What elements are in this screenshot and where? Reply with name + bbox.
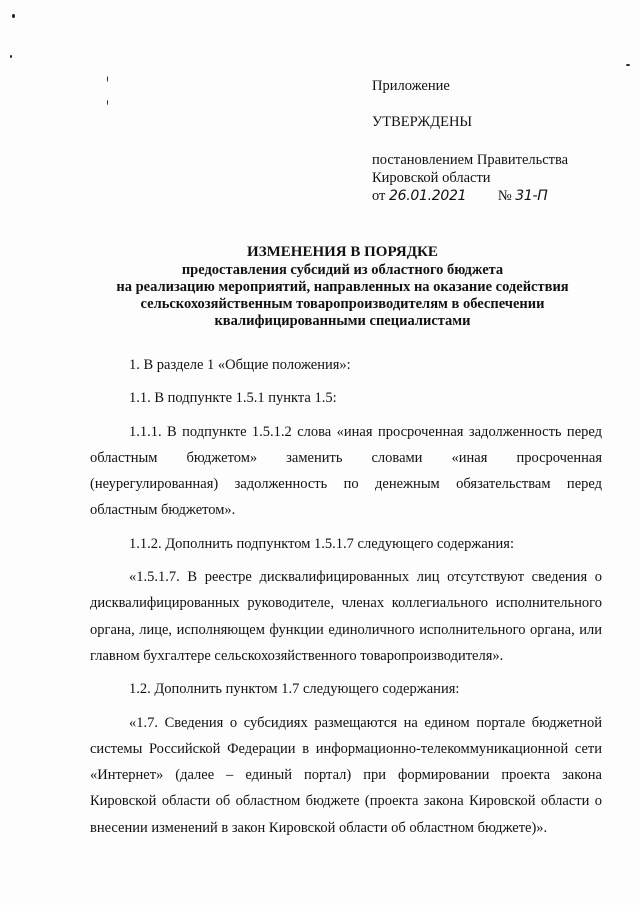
paragraph: «1.7. Сведения о субсидиях размещаются на едином портале бюджетной системы Российской Федерации в информационно-телекоммуникационной сети «Интернет» (далее – единый портал) при формировании проекта закона Кировской области об областном бюджете (проекта закона Кировской области о внесении изменений в закон Кировской области об областном бюджете)».: [90, 714, 602, 836]
decree-line-1: постановлением Правительства: [372, 152, 569, 168]
title-line: предоставления субсидий из областного бюджета: [181, 262, 504, 278]
title-line: сельскохозяйственным товаропроизводителям в обеспечении: [140, 296, 545, 312]
handwritten-date: 26.01.2021: [389, 188, 467, 204]
date-prefix: от: [372, 188, 386, 204]
scan-artifact: [107, 76, 108, 82]
document-title: [70, 244, 615, 330]
title-main: ИЗМЕНЕНИЯ В ПОРЯДКЕ: [247, 244, 438, 260]
paragraph: 1.2. Дополнить пунктом 1.7 следующего содержания:: [129, 681, 460, 698]
paragraph: 1.1. В подпункте 1.5.1 пункта 1.5:: [129, 390, 337, 407]
handwritten-number: 31-П: [515, 188, 548, 204]
decree-line-2: Кировской области: [372, 170, 491, 186]
paragraph: 1.1.1. В подпункте 1.5.1.2 слова «иная просроченная задолженность перед областным бюджетом» заменить словами «иная просроченная (неурегулированная) задолженность по денежным обязательствам перед областным бюджетом».: [90, 423, 602, 519]
number-prefix: №: [497, 188, 512, 204]
scan-artifact: [107, 100, 108, 105]
scan-artifact: [12, 14, 15, 18]
title-line: квалифицированными специалистами: [214, 313, 471, 329]
scan-artifact: [626, 64, 630, 66]
scan-artifact: [10, 55, 12, 58]
approval-block: [372, 77, 622, 205]
decree-date-number: [372, 187, 622, 205]
paragraph: 1. В разделе 1 «Общие положения»:: [129, 357, 351, 373]
title-line: на реализацию мероприятий, направленных на оказание содействия: [116, 279, 569, 295]
appendix-label: Приложение: [372, 78, 450, 94]
paragraph: «1.5.1.7. В реестре дисквалифицированных лиц отсутствуют сведения о дисквалифицированных руководителе, членах коллегиального исполнительного органа, лице, исполняющем функции единоличного исполнительного органа, или главном бухгалтере сельскохозяйственного товаропроизводителя».: [90, 569, 602, 664]
approved-label: УТВЕРЖДЕНЫ: [372, 114, 473, 130]
document-body: [90, 352, 602, 841]
paragraph: 1.1.2. Дополнить подпунктом 1.5.1.7 следующего содержания:: [129, 535, 514, 552]
